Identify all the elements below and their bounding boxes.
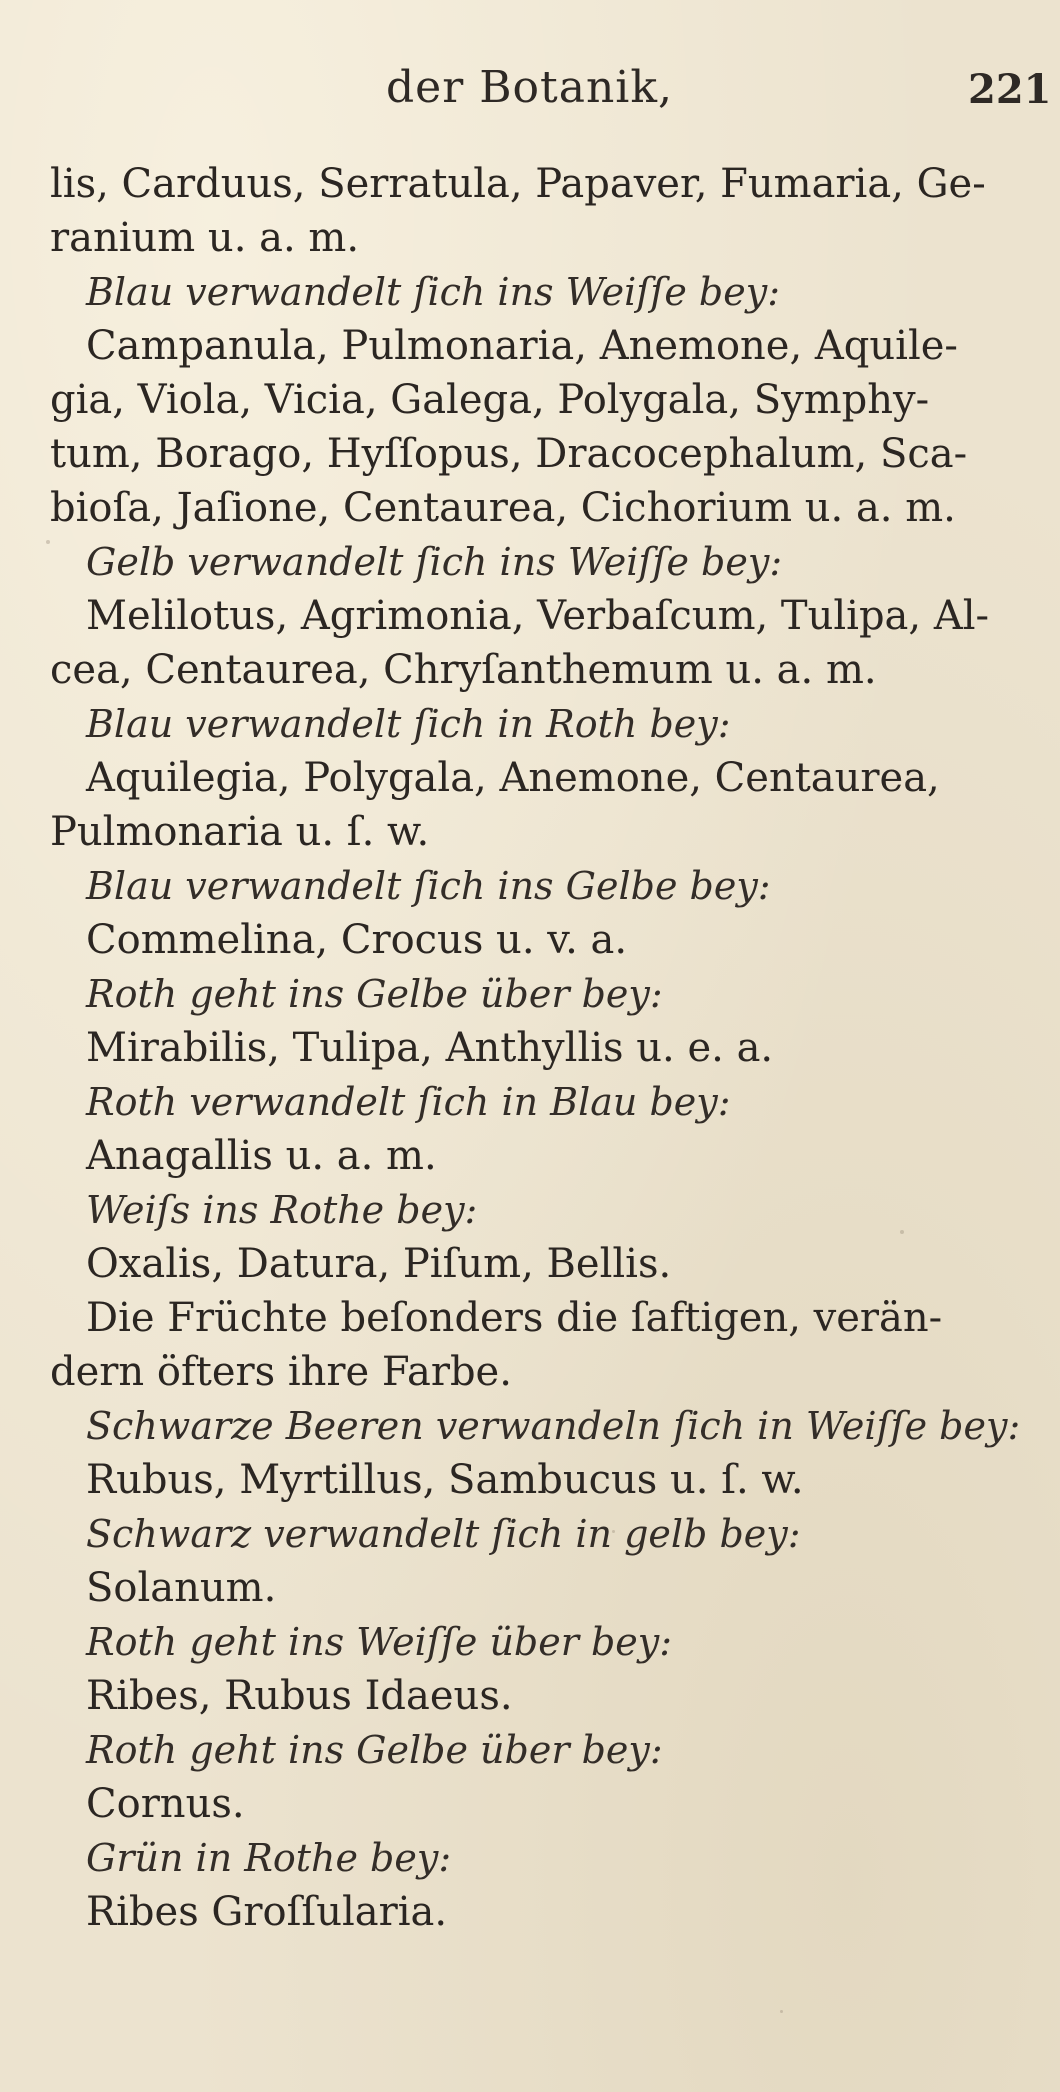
text-line: tum, Borago, Hyſſopus, Dracocephalum, Sca- — [50, 431, 968, 477]
section-heading: Blau verwandelt ſich ins Gelbe bey: — [86, 864, 771, 908]
running-title: der Botanik, — [386, 62, 674, 113]
paper-speck — [900, 1230, 904, 1234]
text-line: Ribes Groſſularia. — [86, 1889, 448, 1935]
text-line: dern öfters ihre Farbe. — [50, 1349, 512, 1395]
section-heading: Blau verwandelt ſich in Roth bey: — [86, 702, 731, 746]
text-line: ranium u. a. m. — [50, 215, 360, 261]
text-line: gia, Viola, Vicia, Galega, Polygala, Symphy- — [50, 377, 930, 423]
text-line: Anagallis u. a. m. — [86, 1133, 437, 1179]
text-line: Die Früchte beſonders die ſaftigen, verän- — [86, 1295, 943, 1341]
paper-speck — [46, 540, 50, 544]
section-heading: Gelb verwandelt ſich ins Weiſſe bey: — [86, 540, 783, 584]
running-head — [0, 52, 1060, 112]
text-line: Ribes, Rubus Idaeus. — [86, 1673, 513, 1719]
text-line: Aquilegia, Polygala, Anemone, Centaurea, — [86, 755, 940, 801]
section-heading: Roth geht ins Weiſſe über bey: — [86, 1620, 673, 1664]
text-line: Commelina, Crocus u. v. a. — [86, 917, 628, 963]
paper-speck — [780, 2010, 783, 2013]
text-line: Oxalis, Datura, Piſum, Bellis. — [86, 1241, 672, 1287]
text-line: lis, Carduus, Serratula, Papaver, Fumaria, Ge- — [50, 161, 986, 207]
paper-speck — [612, 1530, 615, 1533]
section-heading: Schwarz verwandelt ſich in gelb bey: — [86, 1512, 801, 1556]
text-line: bioſa, Jaſione, Centaurea, Cichorium u. a. m. — [50, 485, 956, 531]
page-number: 221 — [968, 66, 1052, 113]
text-line: Mirabilis, Tulipa, Anthyllis u. e. a. — [86, 1025, 774, 1071]
text-line: Rubus, Myrtillus, Sambucus u. ſ. w. — [86, 1457, 804, 1503]
text-line: cea, Centaurea, Chryſanthemum u. a. m. — [50, 647, 877, 693]
text-line: Melilotus, Agrimonia, Verbaſcum, Tulipa, Al- — [86, 593, 990, 639]
text-line: Solanum. — [86, 1565, 277, 1611]
section-heading: Roth geht ins Gelbe über bey: — [86, 1728, 663, 1772]
section-heading: Roth geht ins Gelbe über bey: — [86, 972, 663, 1016]
text-line: Pulmonaria u. ſ. w. — [50, 809, 430, 855]
section-heading: Weiſs ins Rothe bey: — [86, 1188, 478, 1232]
paper-speck — [380, 1850, 383, 1853]
section-heading: Schwarze Beeren verwandeln ſich in Weiſſe bey: — [86, 1404, 1021, 1448]
section-heading: Blau verwandelt ſich ins Weiſſe bey: — [86, 270, 781, 314]
text-line: Campanula, Pulmonaria, Anemone, Aquile- — [86, 323, 958, 369]
section-heading: Roth verwandelt ſich in Blau bey: — [86, 1080, 731, 1124]
text-line: Cornus. — [86, 1781, 245, 1827]
section-heading: Grün in Rothe bey: — [86, 1836, 452, 1880]
